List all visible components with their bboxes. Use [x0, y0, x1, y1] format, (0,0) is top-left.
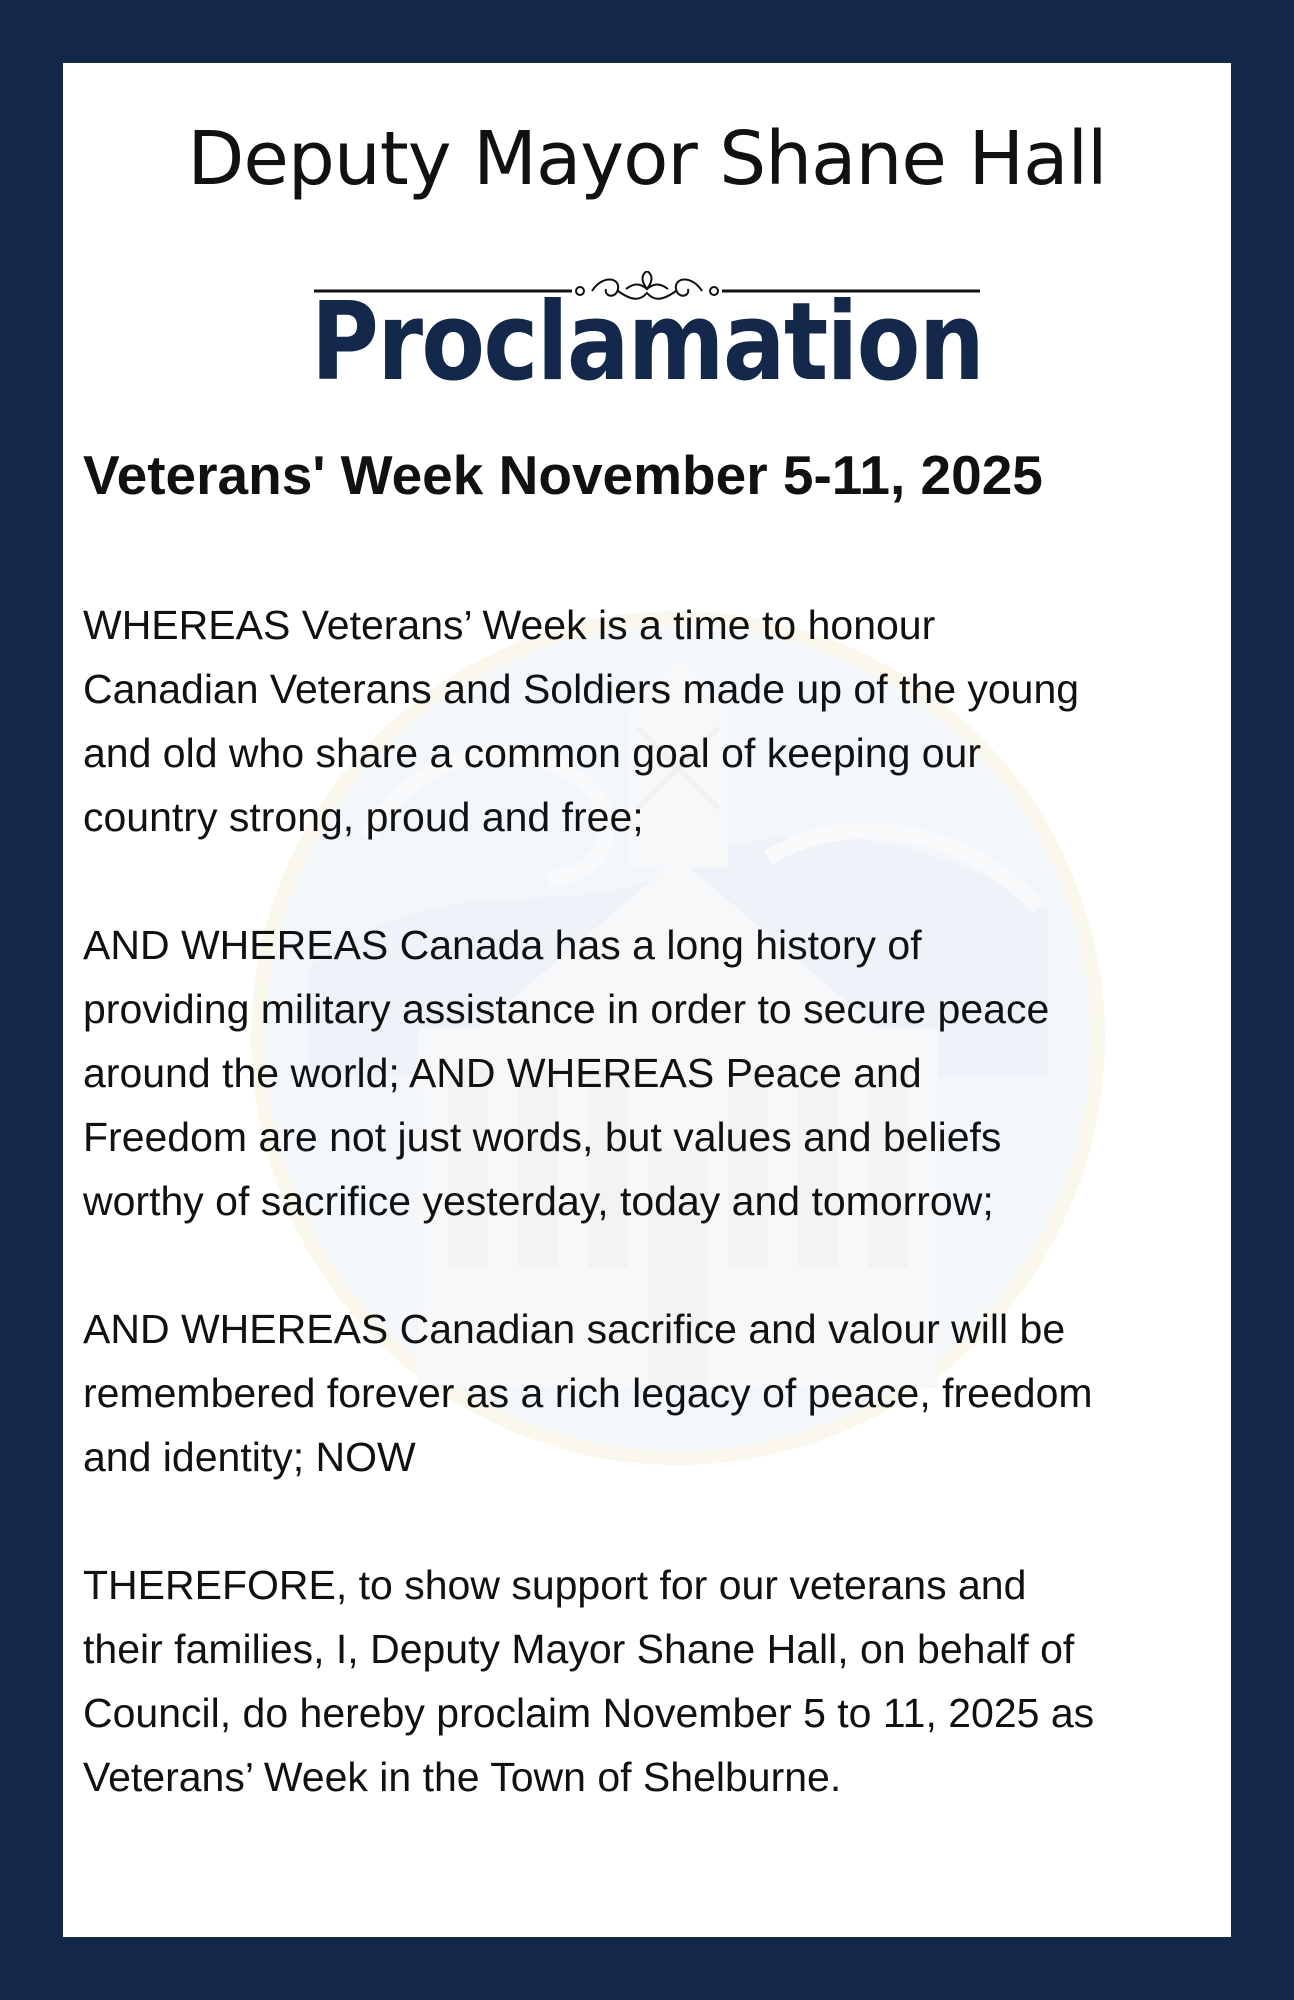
proclamation-title: Proclamation	[310, 280, 984, 405]
paragraph-whereas-3	[83, 1297, 1223, 1489]
text-line: Freedom are not just words, but values and beliefs	[83, 1114, 1002, 1160]
proclamation-body	[83, 593, 1223, 1873]
paragraph-whereas-1	[83, 593, 1223, 849]
text-line: THEREFORE, to show support for our veterans and	[83, 1562, 1027, 1608]
text-line: AND WHEREAS Canadian sacrifice and valour will be	[83, 1306, 1066, 1352]
text-line: worthy of sacrifice yesterday, today and tomorrow;	[83, 1178, 994, 1224]
text-line: Council, do hereby proclaim November 5 to 11, 2025 as	[83, 1690, 1095, 1736]
text-line: around the world; AND WHEREAS Peace and	[83, 1050, 922, 1096]
text-line: WHEREAS Veterans’ Week is a time to honour	[83, 602, 936, 648]
text-line: AND WHEREAS Canada has a long history of	[83, 922, 922, 968]
proclamation-card	[63, 63, 1231, 1937]
text-line: their families, I, Deputy Mayor Shane Hall, on behalf of	[83, 1626, 1075, 1672]
text-line: Veterans’ Week in the Town of Shelburne.	[83, 1754, 842, 1800]
text-line: and identity; NOW	[83, 1434, 416, 1480]
paragraph-therefore	[83, 1553, 1223, 1809]
text-line: Canadian Veterans and Soldiers made up of the young	[83, 666, 1080, 712]
pre-title: Deputy Mayor Shane Hall	[187, 116, 1107, 202]
text-line: remembered forever as a rich legacy of peace, freedom	[83, 1370, 1093, 1416]
text-line: country strong, proud and free;	[83, 794, 644, 840]
paragraph-whereas-2	[83, 913, 1223, 1233]
text-line: and old who share a common goal of keeping our	[83, 730, 982, 776]
proclamation-subtitle: Veterans' Week November 5-11, 2025	[83, 444, 1043, 506]
text-line: providing military assistance in order to secure peace	[83, 986, 1050, 1032]
